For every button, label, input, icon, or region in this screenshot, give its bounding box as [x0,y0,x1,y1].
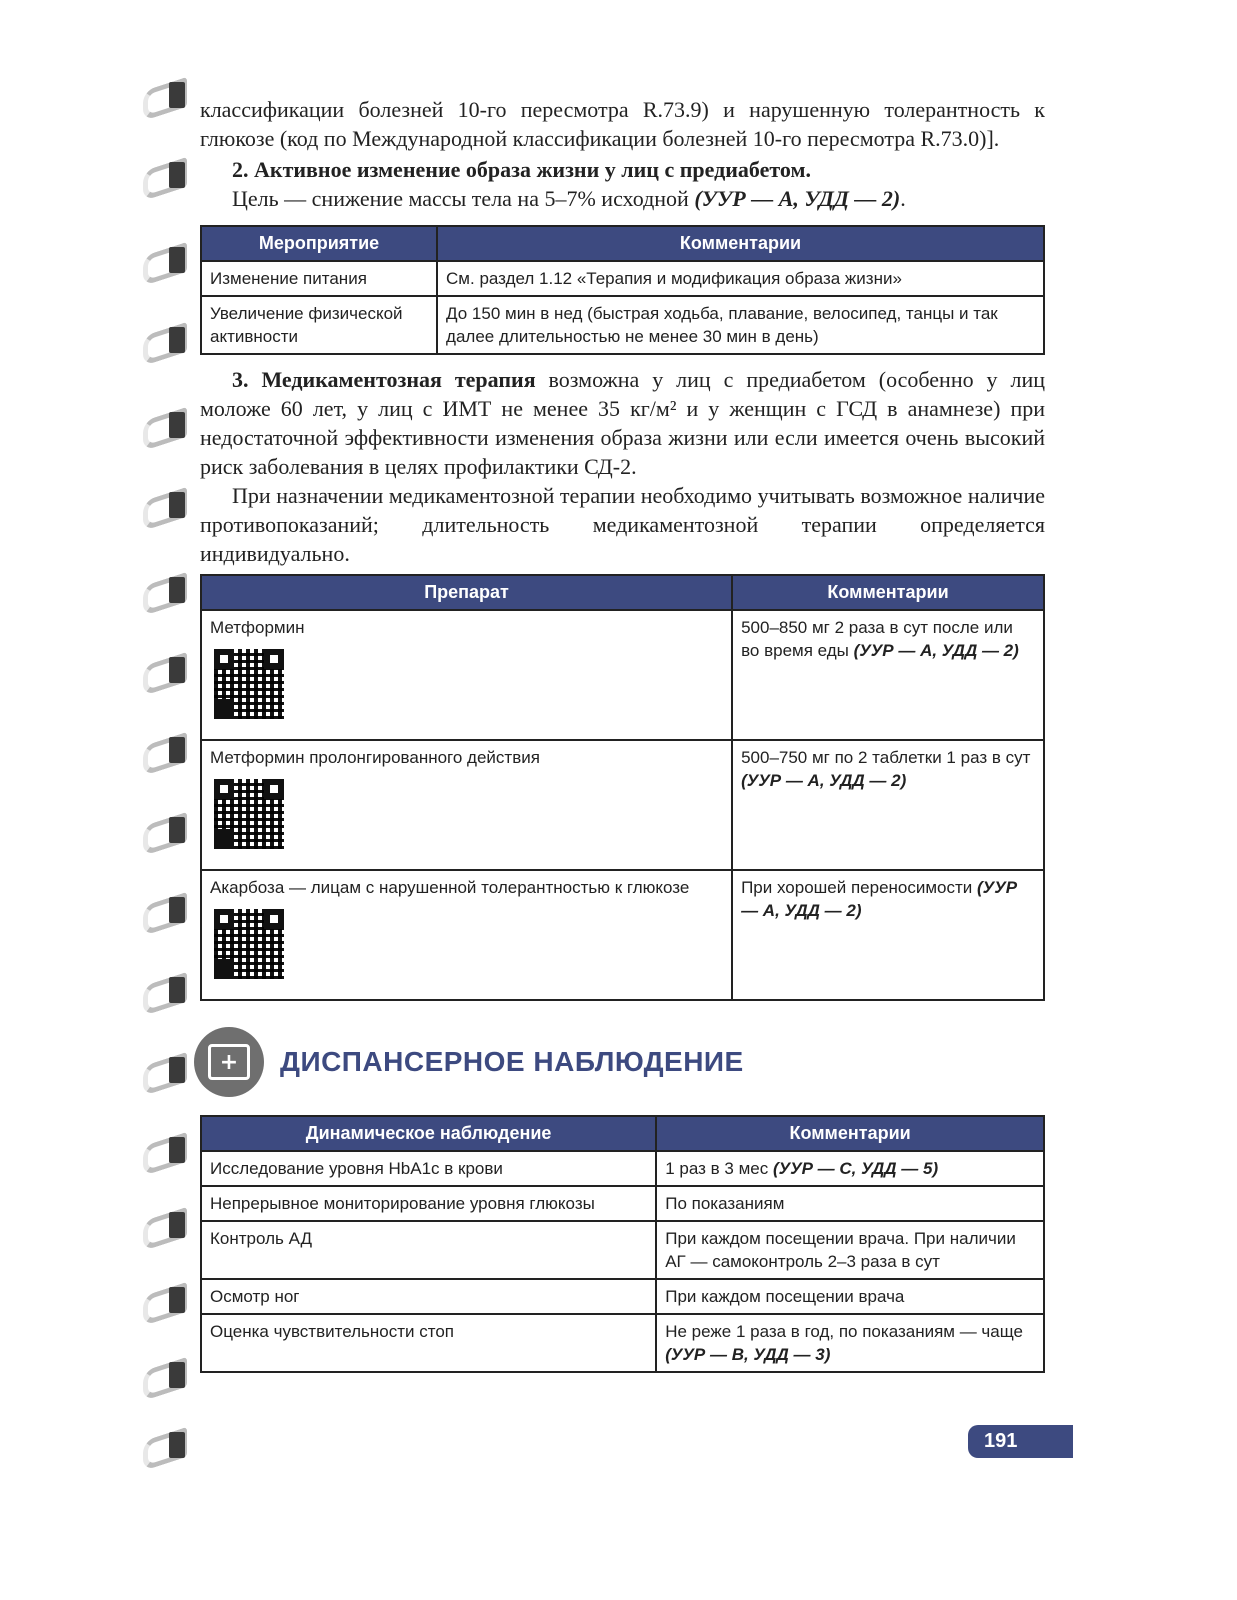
intro-paragraph: классификации болезней 10-го пересмотра R.73.9) и нарушенную толерантность к глюкозе (код по Международной классификации болезней 10-го пересмотра R.73.0)]. [200,97,1045,151]
drug-table [200,574,1045,1001]
drug-comment: При хорошей переносимости [741,878,978,897]
followup-grade: (УУР — С, УДД — 5) [772,1159,939,1178]
medical-folder-icon [194,1027,264,1097]
followup-item: Исследование уровня HbA1c в крови [201,1151,656,1186]
step2-heading: 2. Активное изменение образа жизни у лиц с предиабетом. [232,157,811,182]
lifestyle-activity: Изменение питания [201,261,437,296]
table-row [201,261,1044,296]
qr-code-icon[interactable] [214,649,284,719]
followup-comment: 1 раз в 3 мес [665,1159,773,1178]
section-header [194,1027,1045,1097]
drug-grade: (УУР — А, УДД — 2) [853,641,1019,660]
step3-paragraph [200,365,1045,481]
lifestyle-comment: См. раздел 1.12 «Терапия и модификация образа жизни» [437,261,1044,296]
drug-name: Акарбоза — лицам с нарушенной толерантностью к глюкозе [210,878,690,897]
table-row [201,1314,1044,1372]
followup-item: Контроль АД [201,1221,656,1279]
step3-paragraph-2: При назначении медикаментозной терапии необходимо учитывать возможное наличие противопоказаний; длительность медикаментозной терапии определяется индивидуально. [200,483,1045,566]
lifestyle-activity: Увеличение физической активности [201,296,437,354]
folder-plus-glyph: + [208,1044,250,1080]
table-row [201,296,1044,354]
followup-table [200,1115,1045,1373]
drug-cell [201,610,732,740]
drug-comment-cell [732,740,1044,870]
followup-grade: (УУР — В, УДД — 3) [665,1345,831,1364]
page-content [200,95,1045,1373]
followup-item: Осмотр ног [201,1279,656,1314]
drug-header-comment: Комментарии [732,575,1044,610]
table-row [201,1221,1044,1279]
lifestyle-header-activity: Мероприятие [201,226,437,261]
step2-goal [200,184,1045,213]
qr-code-icon[interactable] [214,779,284,849]
drug-cell [201,870,732,1000]
step3-heading: 3. Медикаментозная терапия [232,367,536,392]
drug-comment-cell [732,870,1044,1000]
step3-text: возможна у лиц с предиабетом (особенно у лиц моложе 60 лет, у лиц с ИМТ не менее 35 кг/м² и у женщин с ГСД в анамнезе) при недостаточной эффективности изменения образа жизни или если имеется очень высокий риск заболевания в целях профилактики СД-2. [200,367,1045,479]
followup-comment-cell [656,1186,1044,1221]
followup-header-comment: Комментарии [656,1116,1044,1151]
drug-grade: (УУР — А, УДД — 2) [741,771,907,790]
section-title: ДИСПАНСЕРНОЕ НАБЛЮДЕНИЕ [280,1046,744,1077]
page-number: 191 [968,1425,1073,1458]
lifestyle-comment: До 150 мин в нед (быстрая ходьба, плавание, велосипед, танцы и так далее длительностью не менее 30 мин в день) [437,296,1044,354]
goal-grade: (УУР — А, УДД — 2) [694,186,901,211]
followup-item: Оценка чувствительности стоп [201,1314,656,1372]
followup-comment: Не реже 1 раза в год, по показаниям — чаще [665,1322,1023,1341]
table-row [201,1186,1044,1221]
followup-comment: По показаниям [665,1194,785,1213]
followup-comment-cell [656,1279,1044,1314]
spiral-binding [135,60,197,1540]
table-row [201,610,1044,740]
drug-grade: (УУР — А, УДД — 2) [741,878,1018,920]
lifestyle-header-comment: Комментарии [437,226,1044,261]
drug-cell [201,740,732,870]
table-row [201,1279,1044,1314]
drug-comment: 500–850 мг 2 раза в сут после или во время еды [741,618,1013,660]
goal-text: Цель — снижение массы тела на 5–7% исходной [232,186,695,211]
followup-item: Непрерывное мониторирование уровня глюкозы [201,1186,656,1221]
followup-comment-cell [656,1151,1044,1186]
drug-name: Метформин пролонгированного действия [210,748,540,767]
drug-comment: 500–750 мг по 2 таблетки 1 раз в сут [741,748,1031,767]
followup-comment: При каждом посещении врача [665,1287,905,1306]
lifestyle-table [200,225,1045,355]
table-row [201,740,1044,870]
followup-comment-cell [656,1221,1044,1279]
qr-code-icon[interactable] [214,909,284,979]
followup-header-item: Динамическое наблюдение [201,1116,656,1151]
drug-header-drug: Препарат [201,575,732,610]
drug-name: Метформин [210,618,305,637]
table-row [201,1151,1044,1186]
followup-comment-cell [656,1314,1044,1372]
table-row [201,870,1044,1000]
followup-comment: При каждом посещении врача. При наличии АГ — самоконтроль 2–3 раза в сут [665,1229,1016,1271]
goal-end: . [900,186,906,211]
drug-comment-cell [732,610,1044,740]
